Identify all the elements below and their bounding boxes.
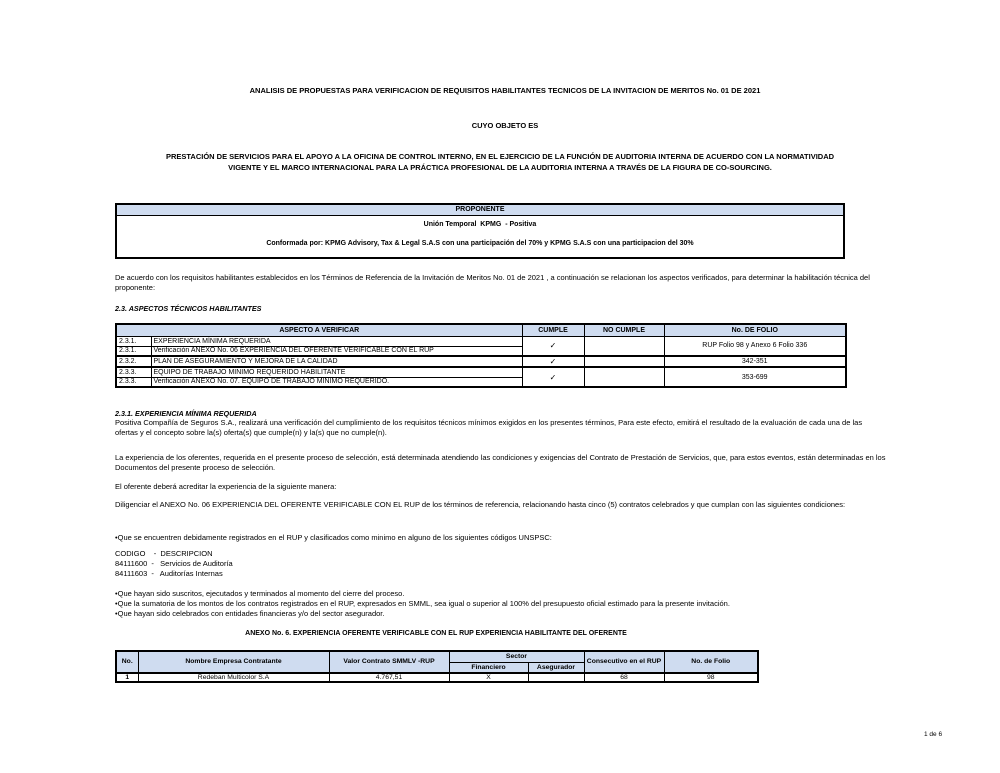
contract-asegurador — [528, 673, 584, 682]
row-number: 2.3.2. — [116, 356, 151, 367]
unspsc-codes-block — [115, 549, 887, 579]
row-aspect: Verificación ANEXO No. 07. EQUIPO DE TRABAJO MÍNIMO REQUERIDO. — [151, 377, 522, 387]
valor-column-header: Valor Contrato SMMLV -RUP — [329, 651, 449, 673]
paragraph-accreditation: El oferente deberá acreditar la experiencia de la siguiente manera: — [115, 482, 337, 491]
row-aspect: EQUIPO DE TRABAJO MINIMO REQUERIDO HABILITANTE — [151, 367, 522, 377]
document-title: ANALISIS DE PROPUESTAS PARA VERIFICACION DE REQUISITOS HABILITANTES TECNICOS DE LA INVITACION DE MERITOS No. 01 DE 2021 — [249, 86, 761, 95]
aspects-table — [115, 323, 847, 388]
table-row — [116, 356, 846, 367]
sector-column-header: Sector — [449, 651, 584, 662]
bullet-suscritos: •Que hayan sido suscritos, ejecutados y terminados al momento del cierre del proceso. — [115, 589, 405, 598]
document-subtitle: CUYO OBJETO ES — [471, 121, 539, 130]
section-2-3-heading: 2.3. ASPECTOS TÉCNICOS HABILITANTES — [115, 304, 262, 313]
folio-column-header: No. DE FOLIO — [664, 324, 846, 336]
folio-cell: 342-351 — [664, 356, 846, 367]
contract-no: 1 — [116, 673, 138, 682]
aspects-table-container — [115, 323, 847, 388]
proponente-name: Unión Temporal KPMG - Positiva — [423, 221, 537, 228]
row-number: 2.3.1. — [116, 336, 151, 346]
anexo6-table-container — [115, 650, 759, 683]
page-number: 1 de 6 — [924, 731, 943, 738]
contract-consecutivo: 68 — [584, 673, 664, 682]
no-column-header: No. — [116, 651, 138, 673]
bullet-sumatoria: •Que la sumatoria de los montos de los contratos registrados en el RUP, expresados en SMML, sea igual o superior al 100% del presupuesto oficial estimado para la presente invitación. — [115, 599, 730, 608]
folio-cell: 353-699 — [664, 367, 846, 387]
no-cumple-cell — [584, 336, 664, 356]
row-number: 2.3.3. — [116, 377, 151, 387]
proponente-composition: Conformada por: KPMG Advisory, Tax & Legal S.A.S con una participación del 70% y KPMG S.A.S con una participacion del 30% — [266, 240, 694, 247]
no-cumple-column-header: NO CUMPLE — [584, 324, 664, 336]
code-line: 84111603 - Auditorías Internas — [115, 569, 223, 578]
asegurador-column-header: Asegurador — [528, 662, 584, 673]
bullet-rup-codes: •Que se encuentren debidamente registrados en el RUP y clasificados como minimo en alguno de los siguientes códigos UNSPSC: — [115, 533, 552, 542]
table-row — [116, 673, 758, 682]
codes-header: CODIGO - DESCRIPCION — [115, 549, 213, 558]
nombre-column-header: Nombre Empresa Contratante — [138, 651, 329, 673]
bullet-entidades: •Que hayan sido celebrados con entidades financieras y/o del sector asegurador. — [115, 609, 385, 618]
contract-object-text: PRESTACIÓN DE SERVICIOS PARA EL APOYO A LA OFICINA DE CONTROL INTERNO, EN EL EJERCICIO DE LA FUNCIÓN DE AUDITORIA INTERNA DE ACUERDO CON LA NORMATIVIDAD VIGENTE Y EL MARCO INTERNACIONAL PARA LA PRÁCTICA PROFESIONAL DE LA AUDITORIA INTERNA A TRAVÉS DE LA FIGURA DE CO-SOURCING. — [165, 152, 835, 172]
code-line: 84111600 - Servicios de Auditoría — [115, 559, 233, 568]
cumple-column-header: CUMPLE — [522, 324, 584, 336]
paragraph-verification: Positiva Compañía de Seguros S.A., realizará una verificación del cumplimiento de los requisitos técnicos mínimos exigidos en los presentes términos, Para este efecto, emitirá el resultado de la evaluación de cada una de las ofertas y el concepto sobre la(s) oferta(s) que cumple(n) y la(s) que no cumple(n). — [115, 418, 863, 437]
cumple-checkmark: ✓ — [522, 356, 584, 367]
table-row — [116, 367, 846, 377]
row-number: 2.3.3. — [116, 367, 151, 377]
row-aspect: Verificación ANEXO No. 06 EXPERIENCIA DEL OFERENTE VERIFICABLE CON EL RUP — [151, 346, 522, 356]
row-aspect: EXPERIENCIA MÍNIMA REQUERIDA — [151, 336, 522, 346]
no-cumple-cell — [584, 367, 664, 387]
proponente-header: PROPONENTE — [117, 205, 843, 216]
section-2-3-1-heading: 2.3.1. EXPERIENCIA MÍNIMA REQUERIDA — [115, 409, 257, 418]
anexo6-table — [115, 650, 759, 683]
proponente-body — [117, 216, 843, 257]
folio-cell: RUP Folio 98 y Anexo 6 Folio 336 — [664, 336, 846, 356]
aspecto-column-header: ASPECTO A VERIFICAR — [116, 324, 522, 336]
aspects-header-row — [116, 324, 846, 336]
cumple-checkmark: ✓ — [522, 367, 584, 387]
paragraph-diligenciar: Diligenciar el ANEXO No. 06 EXPERIENCIA DEL OFERENTE VERIFICABLE CON EL RUP de los términos de referencia, relacionando hasta cinco (5) contratos celebrados y que cumplan con las siguientes condiciones: — [115, 500, 846, 509]
row-aspect: PLAN DE ASEGURAMIENTO Y MEJORA DE LA CALIDAD — [151, 356, 522, 367]
intro-paragraph: De acuerdo con los requisitos habilitantes establecidos en los Términos de Referencia de la Invitación de Meritos No. 01 de 2021 , a continuación se relacionan los aspectos verificados, para determinar la habilitación técnica del proponente: — [115, 273, 870, 292]
proponente-table — [115, 203, 845, 259]
cumple-checkmark: ✓ — [522, 336, 584, 356]
anexo6-header-row-1 — [116, 651, 758, 662]
folio-column-header: No. de Folio — [664, 651, 758, 673]
contract-company: Redeban Multicolor S.A — [138, 673, 329, 682]
contract-folio: 98 — [664, 673, 758, 682]
anexo6-title: ANEXO No. 6. EXPERIENCIA OFERENTE VERIFICABLE CON EL RUP EXPERIENCIA HABILITANTE DEL OFERENTE — [245, 630, 627, 637]
consecutivo-column-header: Consecutivo en el RUP — [584, 651, 664, 673]
table-row — [116, 336, 846, 346]
financiero-column-header: Financiero — [449, 662, 528, 673]
contract-financiero: X — [449, 673, 528, 682]
paragraph-experience: La experiencia de los oferentes, requerida en el presente proceso de selección, está determinada atendiendo las condiciones y exigencias del Contrato de Prestación de Servicios, que, para estos eventos, están determinadas en los Documentos del presente proceso de selección. — [115, 453, 886, 472]
contract-value: 4.767,51 — [329, 673, 449, 682]
row-number: 2.3.1. — [116, 346, 151, 356]
no-cumple-cell — [584, 356, 664, 367]
